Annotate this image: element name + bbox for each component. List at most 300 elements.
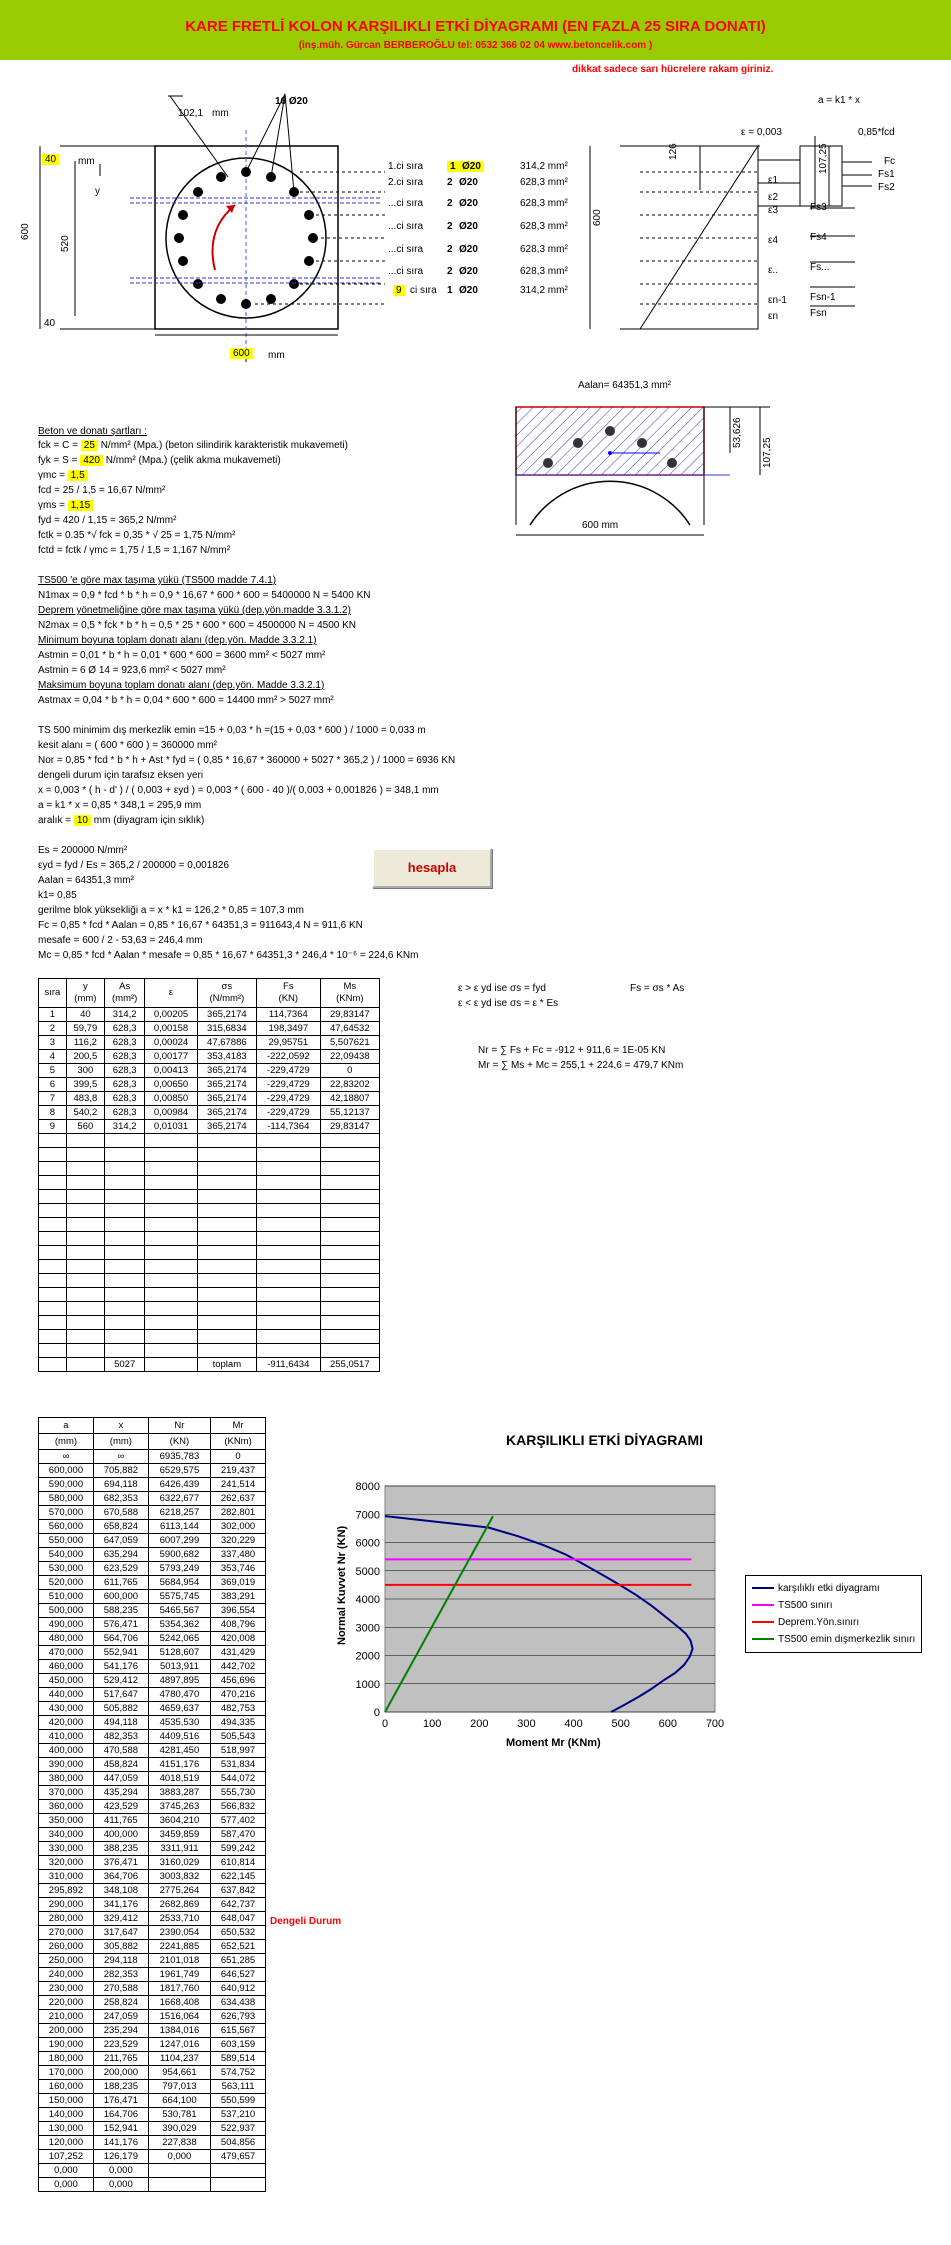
table-cell: 370,000 xyxy=(39,1786,94,1800)
table-cell: 637,842 xyxy=(211,1884,266,1898)
table-cell: 4018,519 xyxy=(148,1772,210,1786)
table-cell: 480,000 xyxy=(39,1632,94,1646)
table-cell: 694,118 xyxy=(93,1478,148,1492)
table-cell xyxy=(105,1134,145,1148)
rebar-row-count[interactable]: 1 xyxy=(447,161,459,172)
fyd-line: fyd = 420 / 1,15 = 365,2 N/mm² xyxy=(38,515,177,526)
rebar-row-name: ...ci sıra xyxy=(388,244,424,255)
table-row xyxy=(39,1730,266,1744)
width-unit: mm xyxy=(268,350,285,361)
table-unit-cell: (mm) xyxy=(93,1434,148,1450)
y-tick-label: 4000 xyxy=(355,1594,380,1606)
gms-input[interactable]: 1,15 xyxy=(68,500,93,511)
table-cell: 552,941 xyxy=(93,1646,148,1660)
diag-dimension: 102,1 xyxy=(178,108,204,119)
table-cell: 6322,677 xyxy=(148,1492,210,1506)
table-cell: 380,000 xyxy=(39,1772,94,1786)
table-cell: 470,000 xyxy=(39,1646,94,1660)
fcd-label: 0,85*fcd xyxy=(858,127,895,138)
x-tick-label: 200 xyxy=(470,1718,489,1730)
table-cell: 241,514 xyxy=(211,1478,266,1492)
table-cell: 140,000 xyxy=(39,2108,94,2122)
table-cell: 1247,016 xyxy=(148,2038,210,2052)
table-cell: 320,000 xyxy=(39,1856,94,1870)
table-cell: 8 xyxy=(39,1106,67,1120)
table-cell: 40 xyxy=(66,1008,104,1022)
table-cell: 622,145 xyxy=(211,1870,266,1884)
legend-item xyxy=(752,1580,915,1597)
x-tick-label: 100 xyxy=(422,1718,442,1730)
table-cell: 211,765 xyxy=(93,2052,148,2066)
table-cell: 505,543 xyxy=(211,1730,266,1744)
rebar-row-count: 2 xyxy=(447,221,453,232)
table-row xyxy=(39,1036,380,1050)
table-cell: 0,00024 xyxy=(145,1036,197,1050)
table-cell: 2241,885 xyxy=(148,1940,210,1954)
table-cell: 431,429 xyxy=(211,1646,266,1660)
table-cell xyxy=(197,1246,256,1260)
es-line: Es = 200000 N/mm² xyxy=(38,845,128,856)
table-header-cell: σs (N/mm²) xyxy=(197,979,256,1008)
table-row xyxy=(39,1576,266,1590)
table-row xyxy=(39,1632,266,1646)
table-cell: 365,2174 xyxy=(197,1106,256,1120)
width-input[interactable]: 600 xyxy=(230,348,253,359)
table-cell xyxy=(66,1274,104,1288)
table-cell: ∞ xyxy=(93,1450,148,1464)
table-header-cell: x xyxy=(93,1418,148,1434)
table-cell: 560,000 xyxy=(39,1520,94,1534)
table-cell xyxy=(39,1302,67,1316)
table-cell: 628,3 xyxy=(105,1036,145,1050)
table-empty-row xyxy=(39,1176,380,1190)
table-cell xyxy=(148,2178,210,2192)
table-cell: 315,6834 xyxy=(197,1022,256,1036)
table-cell xyxy=(145,1204,197,1218)
y-tick-label: 3000 xyxy=(355,1622,380,1635)
table-cell: 399,5 xyxy=(66,1078,104,1092)
table-row xyxy=(39,1954,266,1968)
rebar-results-table xyxy=(38,978,380,1372)
table-cell: 470,216 xyxy=(211,1688,266,1702)
table-row xyxy=(39,2080,266,2094)
fyk-input[interactable]: 420 xyxy=(80,455,103,466)
table-cell: 7 xyxy=(39,1092,67,1106)
table-cell: 420,000 xyxy=(39,1716,94,1730)
table-cell: 435,294 xyxy=(93,1786,148,1800)
table-cell: 5,507621 xyxy=(320,1036,379,1050)
table-cell: 647,059 xyxy=(93,1534,148,1548)
y-tick-label: 6000 xyxy=(355,1537,380,1550)
table-cell: 6529,575 xyxy=(148,1464,210,1478)
table-cell xyxy=(39,1176,67,1190)
x-line: x = 0,003 * ( h - d' ) / ( 0,003 + εyd ) = 0,003 * ( 600 - 40 )/( 0,003 + 0,001826 ) = 348,1 mm xyxy=(38,785,439,796)
table-row xyxy=(39,1716,266,1730)
table-cell: 642,737 xyxy=(211,1898,266,1912)
table-cell xyxy=(105,1176,145,1190)
table-cell xyxy=(39,1330,67,1344)
table-cell: 550,599 xyxy=(211,2094,266,2108)
force-label: Fs3 xyxy=(810,202,827,213)
rebar-row-diameter: Ø20 xyxy=(459,177,478,188)
table-cell: 658,824 xyxy=(93,1520,148,1534)
table-cell: 3459,859 xyxy=(148,1828,210,1842)
table-cell: 460,000 xyxy=(39,1660,94,1674)
table-cell: 190,000 xyxy=(39,2038,94,2052)
table-cell xyxy=(105,1218,145,1232)
hesapla-button[interactable]: hesapla xyxy=(372,848,492,888)
table-empty-row xyxy=(39,1288,380,1302)
table-empty-row xyxy=(39,1134,380,1148)
table-row xyxy=(39,1786,266,1800)
height-total-label: 600 xyxy=(20,223,31,240)
table-cell: 504,856 xyxy=(211,2136,266,2150)
table-cell: 3745,263 xyxy=(148,1800,210,1814)
table-cell: 348,108 xyxy=(93,1884,148,1898)
table-cell xyxy=(145,1190,197,1204)
table-row xyxy=(39,2038,266,2052)
legend-label: TS500 sınırı xyxy=(778,1600,833,1611)
table-cell xyxy=(66,1190,104,1204)
table-row xyxy=(39,1758,266,1772)
table-cell: 628,3 xyxy=(105,1078,145,1092)
x-tick-label: 400 xyxy=(564,1718,583,1730)
table-cell: 6 xyxy=(39,1078,67,1092)
table-cell: 3604,210 xyxy=(148,1814,210,1828)
table-cell: 282,353 xyxy=(93,1968,148,1982)
table-row xyxy=(39,1520,266,1534)
table-cell: 3311,911 xyxy=(148,1842,210,1856)
table-empty-row xyxy=(39,1190,380,1204)
y-tick-label: 1000 xyxy=(355,1678,380,1691)
table-cell xyxy=(105,1302,145,1316)
yellow-cells-note: dikkat sadece sarı hücrelere rakam giriniz. xyxy=(572,64,774,75)
table-row xyxy=(39,2136,266,2150)
strain-label: ε4 xyxy=(768,235,779,246)
table-cell: 300 xyxy=(66,1064,104,1078)
table-row xyxy=(39,1464,266,1478)
table-cell: 365,2174 xyxy=(197,1008,256,1022)
table-row xyxy=(39,1814,266,1828)
cover-top-input[interactable]: 40 xyxy=(42,154,59,165)
table-cell: 2101,018 xyxy=(148,1954,210,1968)
table-cell xyxy=(66,1148,104,1162)
table-cell: 22,83202 xyxy=(320,1078,379,1092)
table-cell: 365,2174 xyxy=(197,1078,256,1092)
table-cell: 517,647 xyxy=(93,1688,148,1702)
table-cell: 240,000 xyxy=(39,1968,94,1982)
table-cell xyxy=(145,1260,197,1274)
mc-line: Mc = 0,85 * fcd * Aalan * mesafe = 0,85 * 16,67 * 64351,3 * 246,4 * 10⁻⁶ = 224,6 KNm xyxy=(38,950,419,961)
force-label: Fc xyxy=(884,156,896,167)
table-cell: 634,438 xyxy=(211,1996,266,2010)
legend-swatch xyxy=(752,1638,774,1640)
table-cell xyxy=(257,1176,321,1190)
table-cell: 22,09438 xyxy=(320,1050,379,1064)
rebar-row-area: 628,3 mm² xyxy=(520,198,568,209)
table-cell: 3883,287 xyxy=(148,1786,210,1800)
table-cell xyxy=(145,1176,197,1190)
table-cell: 650,532 xyxy=(211,1926,266,1940)
table-cell: 500,000 xyxy=(39,1604,94,1618)
legend-label: karşılıklı etki diyagramı xyxy=(778,1583,880,1594)
table-row xyxy=(39,2010,266,2024)
table-cell: 0,00850 xyxy=(145,1092,197,1106)
table-cell: 456,696 xyxy=(211,1674,266,1688)
table-cell xyxy=(66,1288,104,1302)
table-row xyxy=(39,1842,266,1856)
table-cell xyxy=(320,1344,379,1358)
kesit-line: kesit alanı = ( 600 * 600 ) = 360000 mm² xyxy=(38,740,217,751)
force-label: Fsn-1 xyxy=(810,292,836,303)
table-cell: 400,000 xyxy=(39,1744,94,1758)
dengeli-durum-label: Dengeli Durum xyxy=(270,1916,342,1927)
table-cell: 411,765 xyxy=(93,1814,148,1828)
table-cell: 635,294 xyxy=(93,1548,148,1562)
table-cell xyxy=(320,1162,379,1176)
table-cell xyxy=(145,1232,197,1246)
table-cell xyxy=(320,1330,379,1344)
table-cell xyxy=(145,1246,197,1260)
legend-label: Deprem.Yön.sınırı xyxy=(778,1617,860,1628)
rebar-row-count: 2 xyxy=(447,244,453,255)
table-cell xyxy=(197,1288,256,1302)
table-cell: 220,000 xyxy=(39,1996,94,2010)
k1-line: k1= 0,85 xyxy=(38,890,77,901)
table-cell xyxy=(145,1148,197,1162)
fck-input[interactable]: 25 xyxy=(81,440,98,451)
rebar-row-count: 2 xyxy=(447,266,453,277)
table-cell xyxy=(105,1204,145,1218)
table-cell: 400,000 xyxy=(93,1828,148,1842)
table-cell: 314,2 xyxy=(105,1120,145,1134)
rebar-row-area: 628,3 mm² xyxy=(520,244,568,255)
table-cell: 150,000 xyxy=(39,2094,94,2108)
table-cell: 1516,064 xyxy=(148,2010,210,2024)
table-row xyxy=(39,1450,266,1464)
y-tick-label: 2000 xyxy=(355,1650,380,1663)
table-cell: 0 xyxy=(320,1064,379,1078)
table-row xyxy=(39,1064,380,1078)
astmin1-line: Astmin = 0,01 * b * h = 0,01 * 600 * 600 = 3600 mm² < 5027 mm² xyxy=(38,650,326,661)
table-row xyxy=(39,1120,380,1134)
table-cell: 570,000 xyxy=(39,1506,94,1520)
table-row xyxy=(39,1898,266,1912)
table-cell xyxy=(257,1204,321,1218)
table-cell: 797,013 xyxy=(148,2080,210,2094)
table-cell: 126,179 xyxy=(93,2150,148,2164)
table-cell: 5354,362 xyxy=(148,1618,210,1632)
aalan-line: Aalan = 64351,3 mm² xyxy=(38,875,134,886)
table-cell xyxy=(320,1190,379,1204)
table-cell: 531,834 xyxy=(211,1758,266,1772)
y-tick-label: 0 xyxy=(373,1707,380,1719)
table-cell: 0,00650 xyxy=(145,1078,197,1092)
table-cell xyxy=(66,1246,104,1260)
table-cell xyxy=(257,1162,321,1176)
table-cell xyxy=(148,2164,210,2178)
table-cell: 6935,783 xyxy=(148,1450,210,1464)
table-cell: 420,008 xyxy=(211,1632,266,1646)
table-cell: 6218,257 xyxy=(148,1506,210,1520)
rebar-row-area: 628,3 mm² xyxy=(520,266,568,277)
legend-item xyxy=(752,1631,915,1648)
table-cell xyxy=(66,1302,104,1316)
table-cell: 350,000 xyxy=(39,1814,94,1828)
table-cell: 1 xyxy=(39,1008,67,1022)
table-cell: 3003,832 xyxy=(148,1870,210,1884)
table-cell: 2682,869 xyxy=(148,1898,210,1912)
emin-line: TS 500 minimim dış merkezlik emin =15 + 0,03 * h =(15 + 0,03 * 600 ) / 1000 = 0,033 m xyxy=(38,725,426,736)
rebar-row-name: ...ci sıra xyxy=(388,198,424,209)
table-cell: 599,242 xyxy=(211,1842,266,1856)
table-cell: 280,000 xyxy=(39,1912,94,1926)
table-cell: 540,2 xyxy=(66,1106,104,1120)
table-header-cell: ε xyxy=(145,979,197,1008)
table-cell: 340,000 xyxy=(39,1828,94,1842)
table-cell xyxy=(105,1162,145,1176)
table-cell: 664,100 xyxy=(148,2094,210,2108)
table-cell: 47,64532 xyxy=(320,1022,379,1036)
table-cell: 5013,911 xyxy=(148,1660,210,1674)
table-cell: 2533,710 xyxy=(148,1912,210,1926)
table-cell: 270,000 xyxy=(39,1926,94,1940)
table-cell xyxy=(145,1218,197,1232)
astmin2-line: Astmin = 6 Ø 14 = 923,6 mm² < 5027 mm² xyxy=(38,665,226,676)
table-row xyxy=(39,1772,266,1786)
table-header-cell: Nr xyxy=(148,1418,210,1434)
table-row xyxy=(39,1674,266,1688)
x-tick-label: 300 xyxy=(517,1718,536,1730)
table-cell xyxy=(105,1288,145,1302)
table-row xyxy=(39,1996,266,2010)
table-cell xyxy=(257,1260,321,1274)
table-row xyxy=(39,2164,266,2178)
table-row xyxy=(39,1548,266,1562)
force-label: Fsn xyxy=(810,308,827,319)
table-cell xyxy=(39,1148,67,1162)
table-cell: 305,882 xyxy=(93,1940,148,1954)
table-cell xyxy=(105,1190,145,1204)
table-cell: 574,752 xyxy=(211,2066,266,2080)
table-cell: 646,527 xyxy=(211,1968,266,1982)
table-cell: 1384,016 xyxy=(148,2024,210,2038)
table-cell: -911,6434 xyxy=(257,1358,321,1372)
compression-block-drawing xyxy=(500,395,830,545)
table-cell: 364,706 xyxy=(93,1870,148,1884)
legend-item xyxy=(752,1614,915,1631)
table-cell: 628,3 xyxy=(105,1106,145,1120)
table-cell: 705,882 xyxy=(93,1464,148,1478)
table-row xyxy=(39,2150,266,2164)
table-empty-row xyxy=(39,1274,380,1288)
chart-legend xyxy=(745,1575,922,1653)
table-cell xyxy=(145,1344,197,1358)
rebar-row-count: 1 xyxy=(447,285,453,296)
table-cell: 5465,567 xyxy=(148,1604,210,1618)
table-row xyxy=(39,1646,266,1660)
rebar-row-area: 628,3 mm² xyxy=(520,177,568,188)
table-row xyxy=(39,1562,266,1576)
table-cell xyxy=(105,1316,145,1330)
rebar-row-diameter: Ø20 xyxy=(459,198,478,209)
table-cell: 518,997 xyxy=(211,1744,266,1758)
table-cell: 587,470 xyxy=(211,1828,266,1842)
table-row xyxy=(39,2108,266,2122)
min-reinf-title: Minimum boyuna toplam donatı alanı (dep.yön. Madde 3.3.2.1) xyxy=(38,635,317,646)
gerilme-line: gerilme blok yüksekliği a = x * k1 = 126,2 * 0,85 = 107,3 mm xyxy=(38,905,304,916)
table-cell: 623,529 xyxy=(93,1562,148,1576)
table-cell: 440,000 xyxy=(39,1688,94,1702)
table-cell xyxy=(257,1316,321,1330)
table-cell: 482,753 xyxy=(211,1702,266,1716)
table-cell: 0,00205 xyxy=(145,1008,197,1022)
table-cell xyxy=(145,1162,197,1176)
table-cell: -229,4729 xyxy=(257,1064,321,1078)
table-cell xyxy=(39,1316,67,1330)
y-tick-label: 8000 xyxy=(355,1481,380,1493)
rebar-row-area: 314,2 mm² xyxy=(520,285,568,296)
rotation-arrow xyxy=(213,205,236,270)
table-row xyxy=(39,2122,266,2136)
table-row xyxy=(39,1618,266,1632)
table-empty-row xyxy=(39,1232,380,1246)
table-cell xyxy=(39,1358,67,1372)
table-cell: 6113,144 xyxy=(148,1520,210,1534)
max-reinf-title: Maksimum boyuna toplam donatı alanı (dep.yön. Madde 3.3.2.1) xyxy=(38,680,325,691)
table-cell: 29,95751 xyxy=(257,1036,321,1050)
table-cell: 330,000 xyxy=(39,1842,94,1856)
table-cell: 6007,299 xyxy=(148,1534,210,1548)
table-cell xyxy=(257,1190,321,1204)
strain-height: 600 xyxy=(592,209,603,226)
table-cell xyxy=(145,1274,197,1288)
table-cell xyxy=(105,1246,145,1260)
diag-unit: mm xyxy=(212,108,229,119)
rebar-row-diameter: Ø20 xyxy=(459,244,478,255)
gmc-input[interactable]: 1,5 xyxy=(68,470,88,481)
table-cell: 0,000 xyxy=(148,2150,210,2164)
interaction-table xyxy=(38,1417,266,2192)
table-cell: 116,2 xyxy=(66,1036,104,1050)
table-cell: 388,235 xyxy=(93,1842,148,1856)
table-cell: 130,000 xyxy=(39,2122,94,2136)
table-cell xyxy=(197,1134,256,1148)
table-cell: 47,67886 xyxy=(197,1036,256,1050)
table-cell xyxy=(320,1232,379,1246)
rebar-row-diameter: Ø20 xyxy=(459,266,478,277)
table-row xyxy=(39,1534,266,1548)
table-cell: 600,000 xyxy=(39,1464,94,1478)
table-cell: -229,4729 xyxy=(257,1078,321,1092)
aralik-input[interactable]: 10 xyxy=(74,815,91,826)
table-cell: 1961,749 xyxy=(148,1968,210,1982)
legend-label: TS500 emin dışmerkezlik sınırı xyxy=(778,1634,916,1645)
table-row xyxy=(39,1856,266,1870)
table-cell xyxy=(66,1176,104,1190)
table-row xyxy=(39,1660,266,1674)
table-cell xyxy=(257,1148,321,1162)
rebar-row-diameter[interactable]: Ø20 xyxy=(459,161,484,172)
table-cell xyxy=(39,1274,67,1288)
table-cell xyxy=(257,1302,321,1316)
table-cell: 0 xyxy=(211,1450,266,1464)
table-header-cell: y (mm) xyxy=(66,979,104,1008)
formula-a: a = k1 * x xyxy=(818,95,860,106)
table-cell xyxy=(39,1204,67,1218)
table-cell: 529,412 xyxy=(93,1674,148,1688)
row-index-input[interactable]: 9 xyxy=(393,285,405,296)
